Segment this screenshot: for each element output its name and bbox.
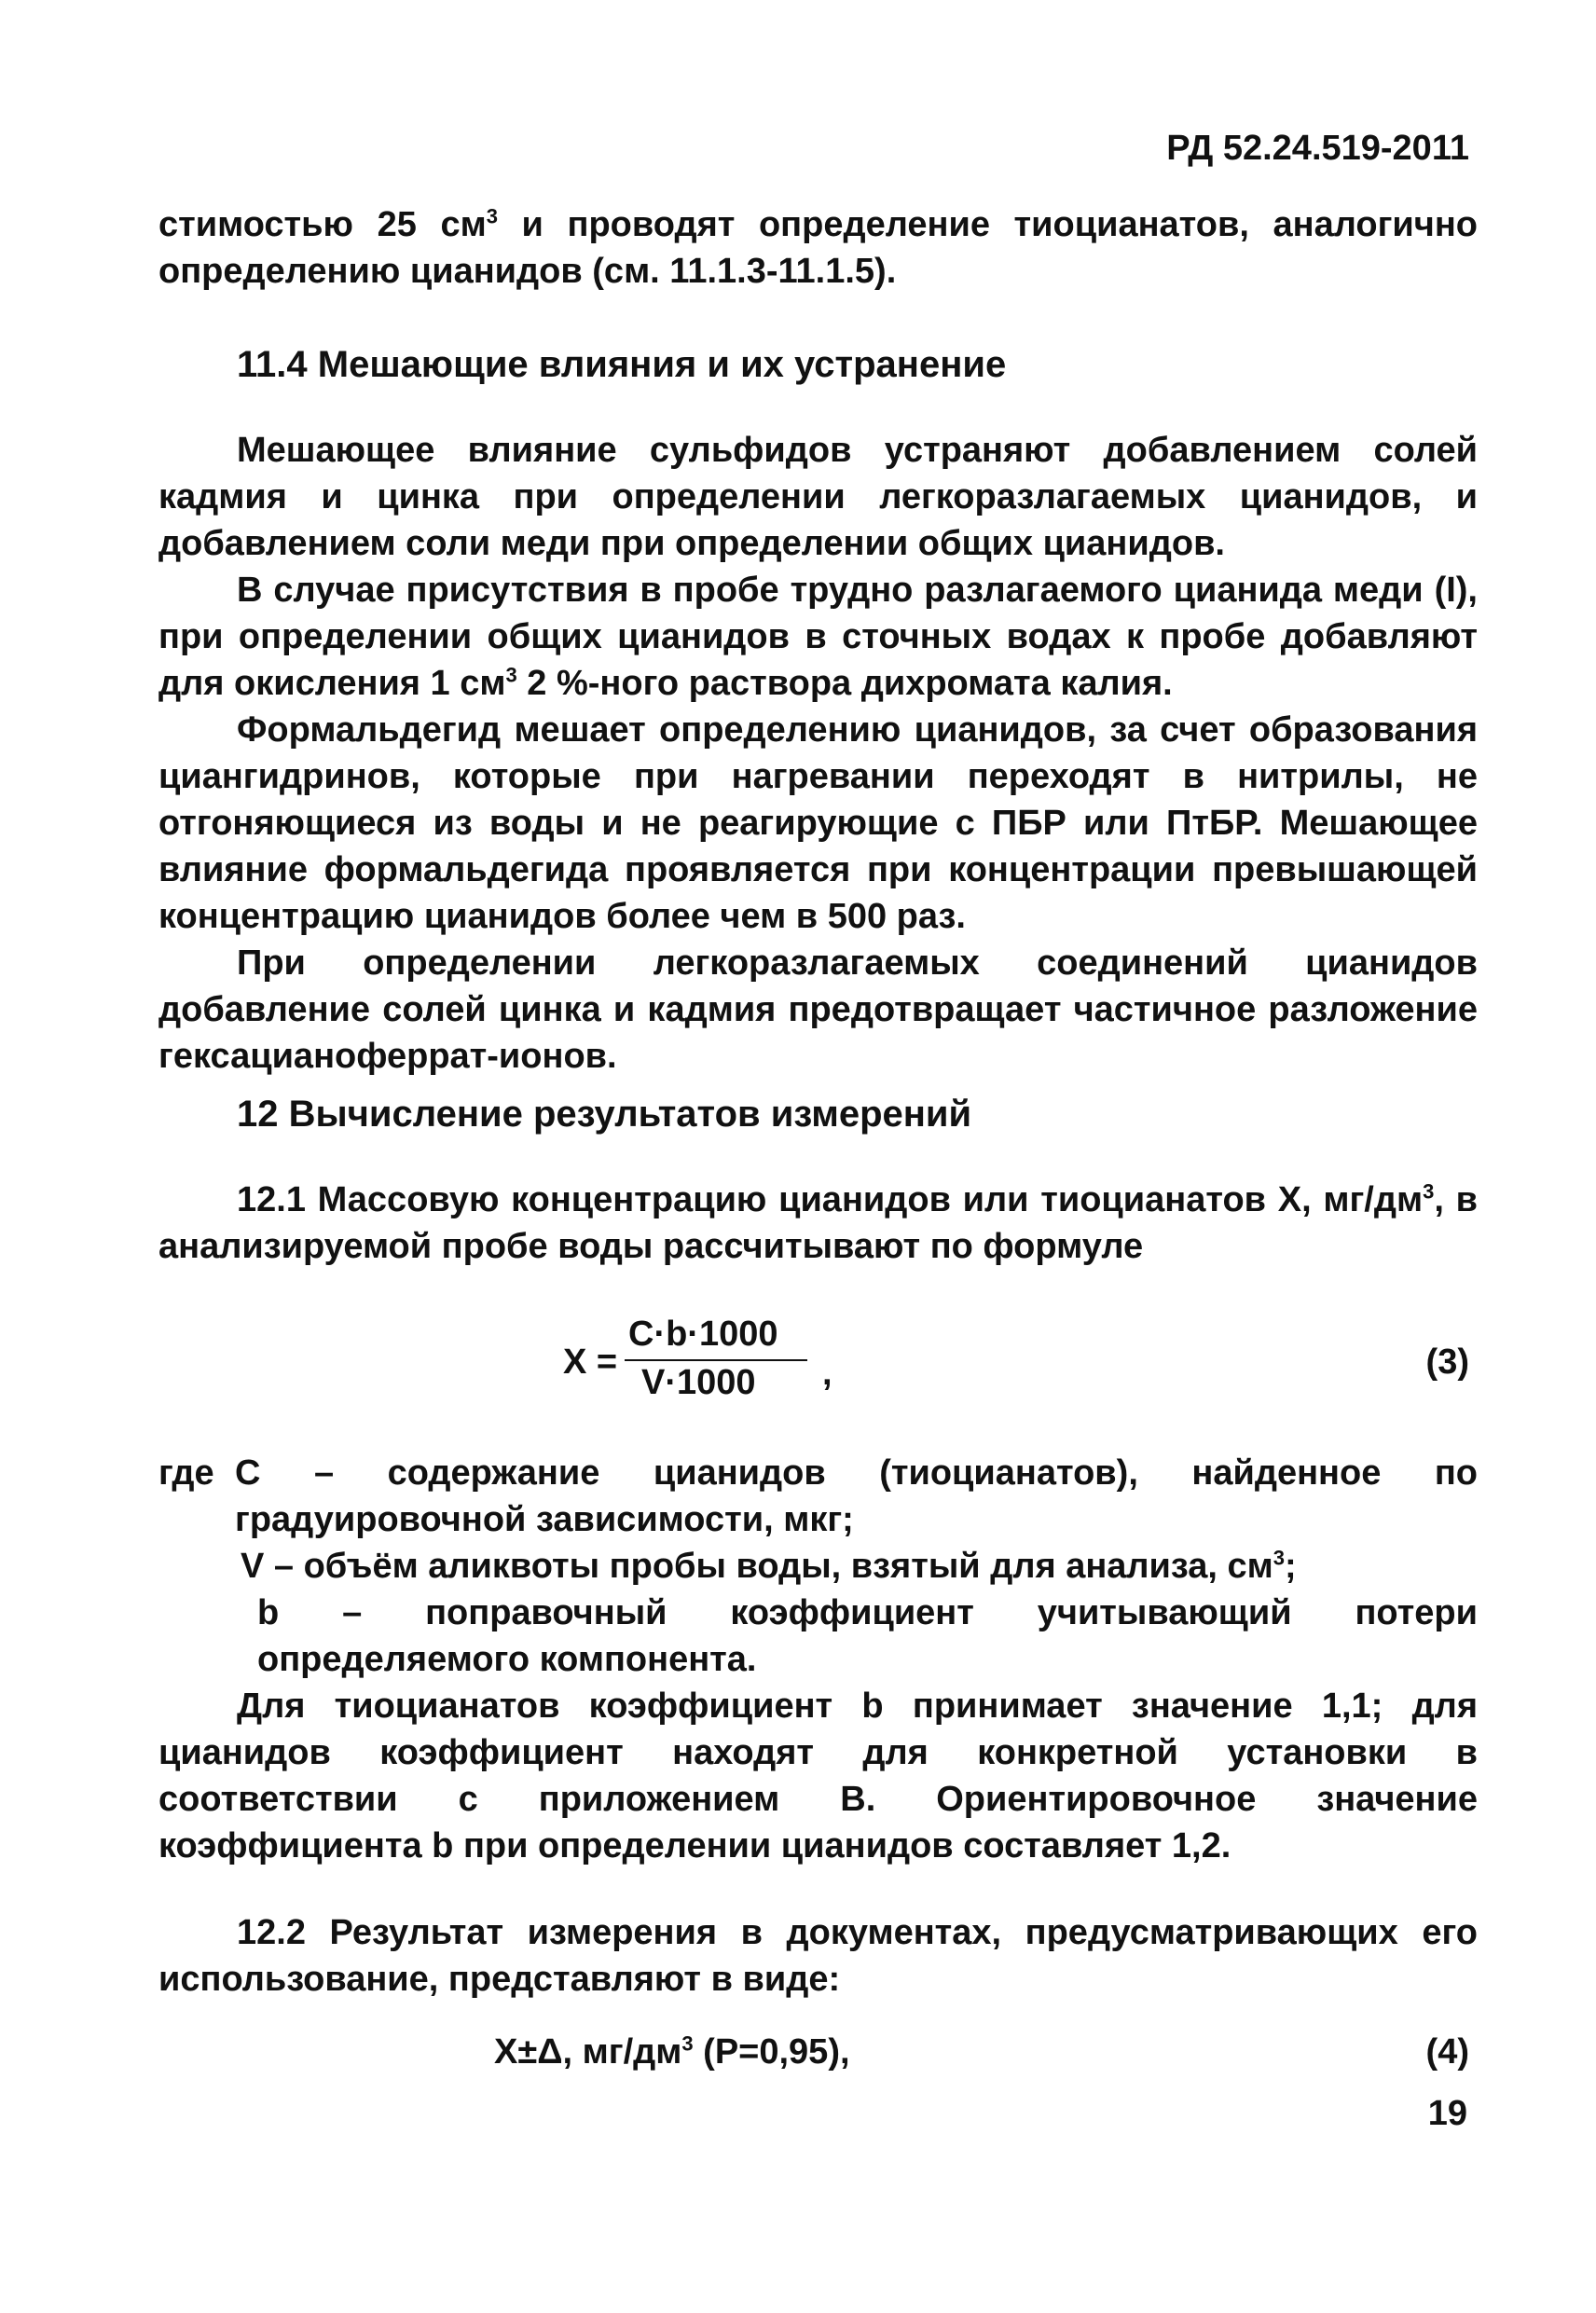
paragraph: Формальдегид мешает определению цианидов, за счет образования циангидринов, которые при нагревании переходят в нитрилы, не отгоняющиеся из воды и не реагирующие с ПБР или ПтБР. Мешающее влияние формальдегида проявляется при концентрации превышающей концентрацию цианидов более чем в 500 раз.	[158, 710, 1478, 936]
document-code: РД 52.24.519-2011	[1166, 129, 1469, 168]
paragraph-12-1: 12.1 Массовую концентрацию цианидов или тиоцианатов X, $мг/дм^3$, в анализируемой пробе воды рассчитывают по формуле	[158, 1179, 1478, 1266]
formula-lhs: X =	[563, 1342, 618, 1382]
top-paragraph-text-1: стимостью 25 см	[158, 205, 487, 244]
where-label: где	[158, 1453, 214, 1493]
paragraph: При определении легкоразлагаемых соединений цианидов добавление солей цинка и кадмия предотвращает частичное разложение гексацианоферрат-ионов.	[158, 943, 1478, 1076]
formula-numerator: C·b·1000	[628, 1315, 778, 1354]
superscript: 3	[505, 663, 517, 687]
superscript: 3	[681, 2031, 694, 2056]
definition-c: C – содержание цианидов (тиоцианатов), найденное по градуировочной зависимости, мкг;	[235, 1453, 1478, 1539]
definition-v: V – объём аликвоты пробы воды, взятый для анализа, $см^3$;	[241, 1546, 1297, 1586]
paragraph: Мешающее влияние сульфидов устраняют добавлением солей кадмия и цинка при определении легкоразлагаемых цианидов, и добавлением соли меди при определении общих цианидов.	[158, 431, 1478, 563]
equation-number-3: (3)	[1425, 1342, 1469, 1382]
fraction-bar	[625, 1359, 807, 1361]
page-number: 19	[1427, 2094, 1467, 2133]
paragraph-12-2: 12.2 Результат измерения в документах, предусматривающих его использование, представляют в виде:	[158, 1913, 1478, 1999]
equation-number-4: (4)	[1425, 2032, 1469, 2072]
formula-comma: ,	[822, 1354, 832, 1393]
formula-4: X±Δ, $мг/дм^3$ (P=0,95),	[494, 2031, 850, 2072]
top-paragraph	[158, 201, 1478, 295]
superscript: 3	[1273, 1546, 1286, 1570]
formula-denominator: V·1000	[641, 1363, 756, 1402]
formula-3	[563, 1315, 880, 1417]
definition-b: b – поправочный коэффициент учитывающий потери определяемого компонента.	[257, 1593, 1478, 1679]
top-paragraph-text-2: и проводят определение тиоцианатов, аналогично определению цианидов (см. 11.1.3-11.1.5).	[158, 205, 1479, 291]
paragraph: В случае присутствия в пробе трудно разлагаемого цианида меди (I), при определении общих цианидов в сточных водах к пробе добавляют для окисления 1 $см^3$ 2 %-ного раствора дихромата калия.	[158, 571, 1478, 703]
superscript: 3	[486, 204, 498, 228]
paragraph-coefficient-b: Для тиоцианатов коэффициент b принимает значение 1,1; для цианидов коэффициент находят для конкретной установки в соответствии с приложением В. Ориентировочное значение коэффициента b при определении цианидов составляет 1,2.	[158, 1687, 1478, 1866]
superscript: 3	[1423, 1179, 1435, 1204]
section-11-4-body	[158, 427, 1478, 1080]
section-heading-11-4: 11.4 Мешающие влияния и их устранение	[237, 344, 1007, 385]
section-heading-12: 12 Вычисление результатов измерений	[237, 1094, 972, 1135]
